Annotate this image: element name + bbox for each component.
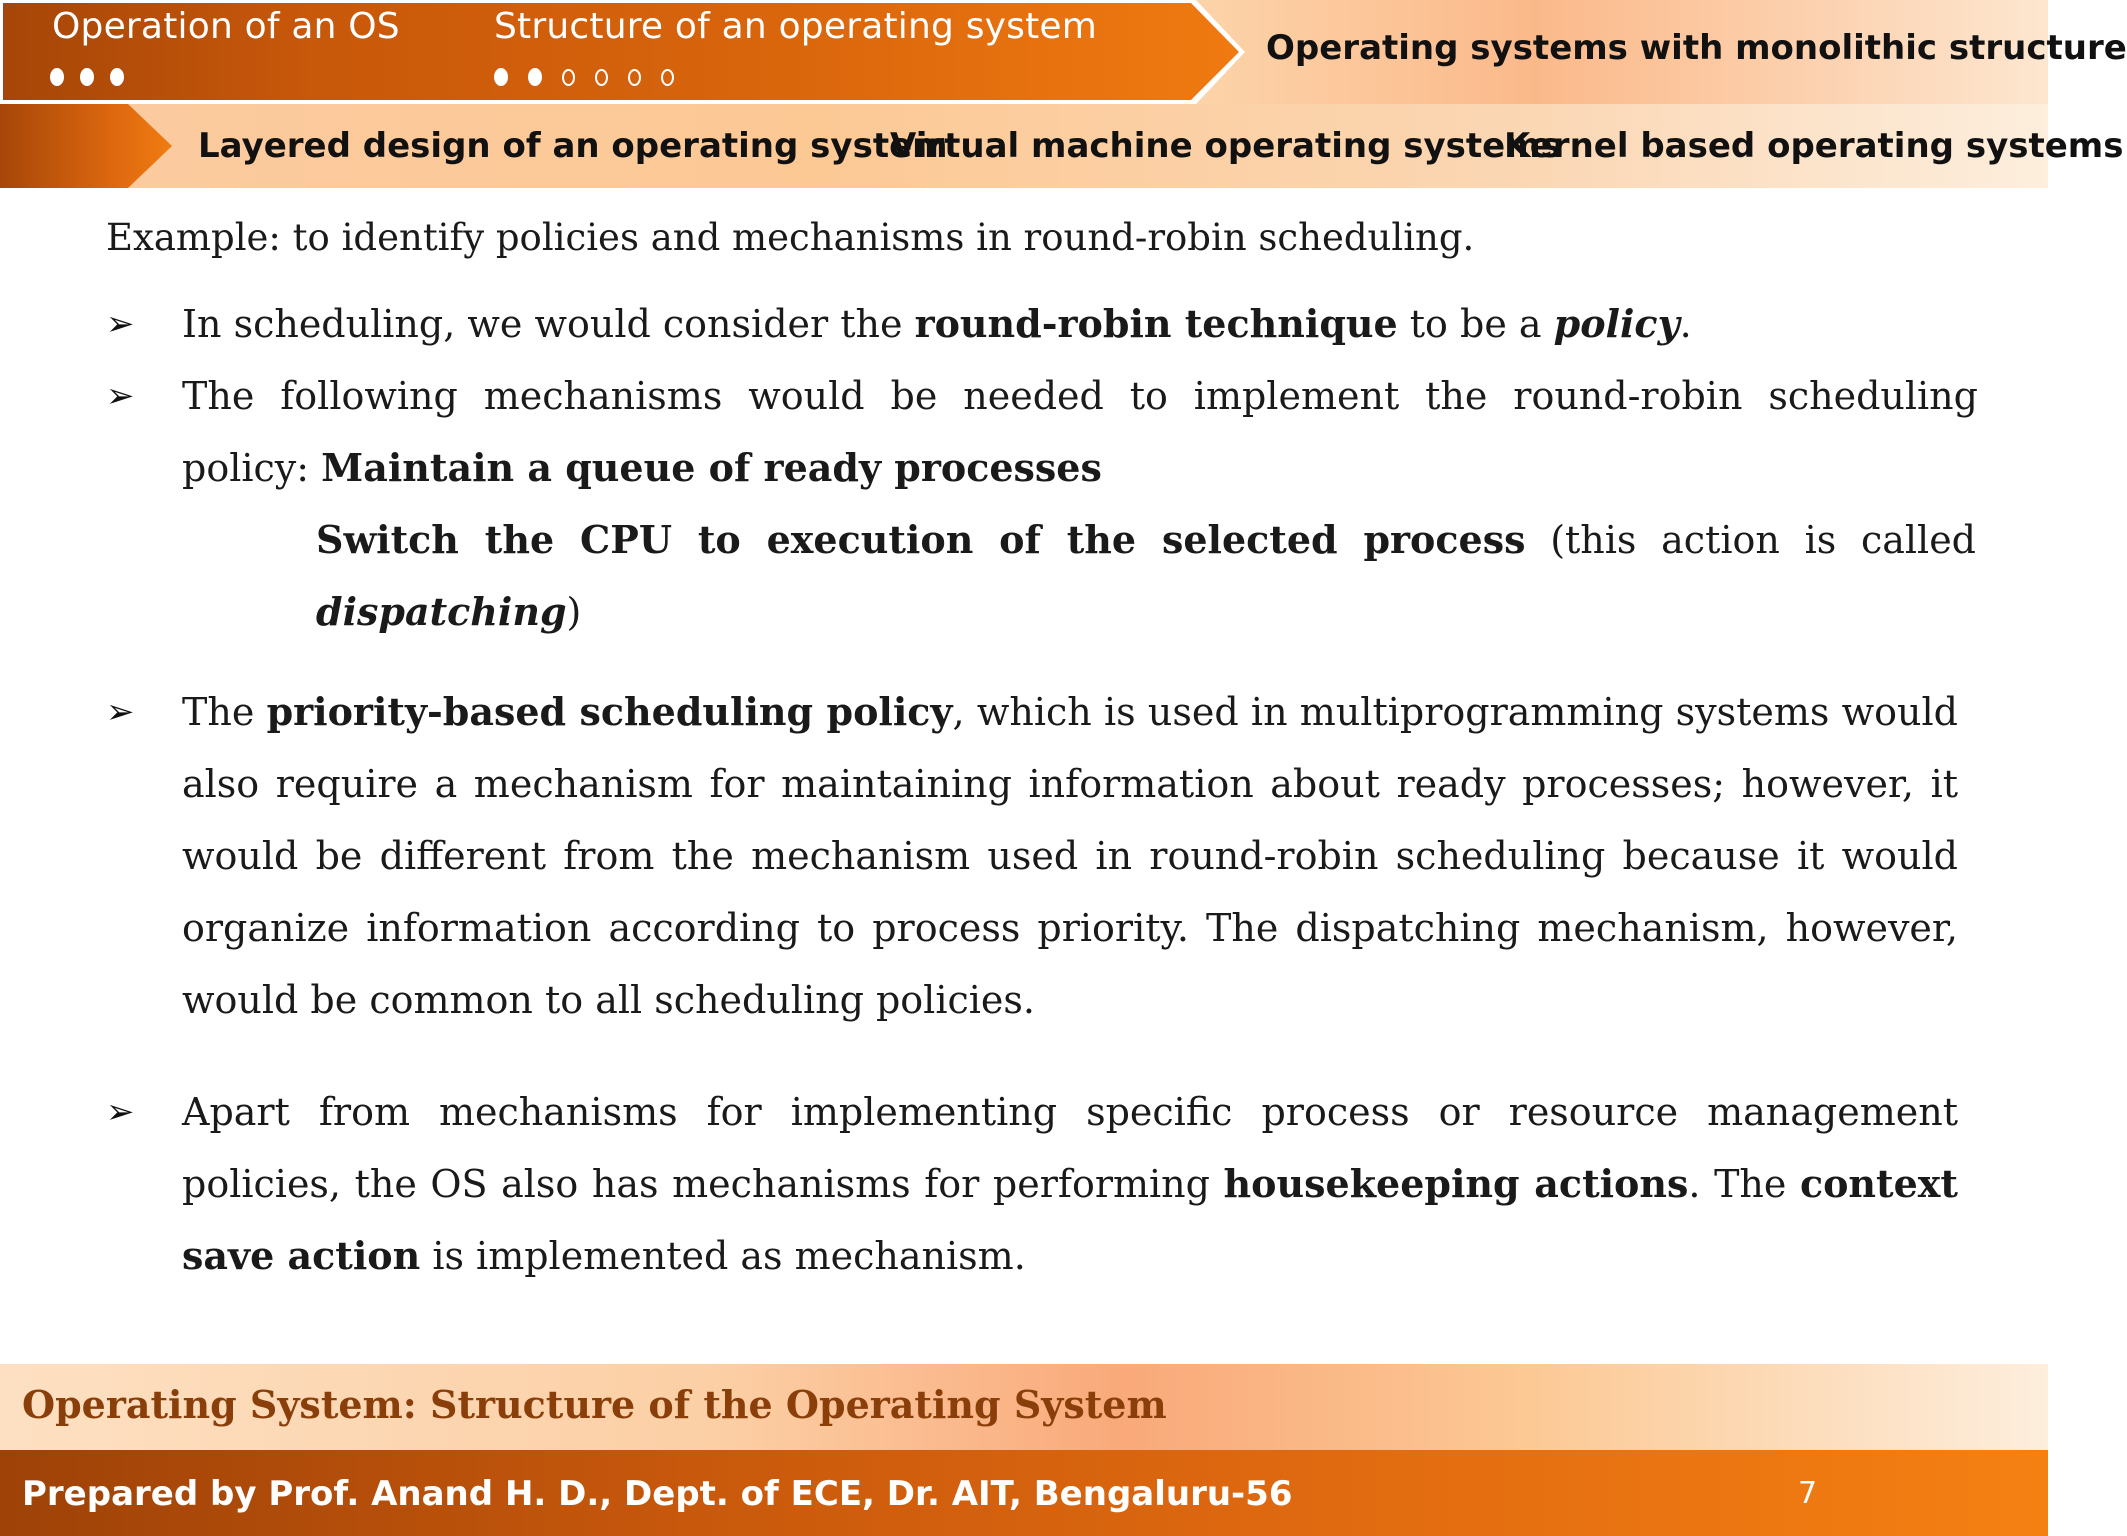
- progress-dot[interactable]: [80, 68, 94, 86]
- section-progress-dots: [50, 68, 124, 86]
- progress-dot[interactable]: [661, 69, 674, 86]
- bullet-arrow-icon: ➢: [106, 1092, 135, 1132]
- example-intro: Example: to identify policies and mechanisms in round-robin scheduling.: [106, 216, 1475, 259]
- bullet-arrow-icon: ➢: [106, 692, 135, 732]
- subsection-link-layered[interactable]: Layered design of an operating system: [198, 126, 948, 166]
- subsection-link-kernel-based[interactable]: Kernel based operating systems: [1504, 126, 2124, 166]
- slide-page-number: 7: [1798, 1476, 1818, 1511]
- bullet-arrow-icon: ➢: [106, 376, 135, 416]
- bullet-arrow-icon: ➢: [106, 304, 135, 344]
- progress-dot[interactable]: [494, 68, 508, 86]
- subsection-link-virtual-machine[interactable]: Virtual machine operating systems: [890, 126, 1561, 166]
- bullet-mechanisms-needed: The following mechanisms would be needed to implement the round-robin scheduling policy: Maintain a queue of ready processes: [182, 374, 1978, 490]
- section-progress-dots: [494, 68, 674, 86]
- footer-author-credit: Prepared by Prof. Anand H. D., Dept. of ECE, Dr. AIT, Bengaluru-56: [22, 1474, 1293, 1514]
- bullet-priority-based-policy: The priority-based scheduling policy, which is used in multiprogramming systems would also require a mechanism for maintaining information about ready processes; however, it would be different from the mechanism used in round-robin scheduling because it would organize information according to process priority. The dispatching mechanism, however, would be common to all scheduling policies.: [182, 689, 1959, 1022]
- progress-dot[interactable]: [50, 68, 64, 86]
- progress-dot[interactable]: [110, 68, 124, 86]
- progress-dot[interactable]: [595, 69, 608, 86]
- progress-dot[interactable]: [562, 69, 575, 86]
- section-tab-structure-of-os[interactable]: Structure of an operating system: [494, 6, 1098, 47]
- progress-dot[interactable]: [628, 69, 641, 86]
- footer-course-title: Operating System: Structure of the Operating System: [22, 1382, 1167, 1427]
- subsection-arrow: [0, 104, 172, 188]
- bullet-round-robin-policy: In scheduling, we would consider the round-robin technique to be a policy.: [182, 301, 1692, 346]
- mechanism-dispatch-item: Switch the CPU to execution of the selected process (this action is called dispatching): [316, 517, 1977, 634]
- progress-dot[interactable]: [528, 68, 542, 86]
- bullet-housekeeping-actions: Apart from mechanisms for implementing specific process or resource management policies, the OS also has mechanisms for performing housekeeping actions. The context save action is implemented as mechanism.: [182, 1090, 1958, 1278]
- subsection-link-monolithic[interactable]: Operating systems with monolithic structure: [1266, 28, 2127, 68]
- section-tab-operation-of-os[interactable]: Operation of an OS: [52, 6, 400, 47]
